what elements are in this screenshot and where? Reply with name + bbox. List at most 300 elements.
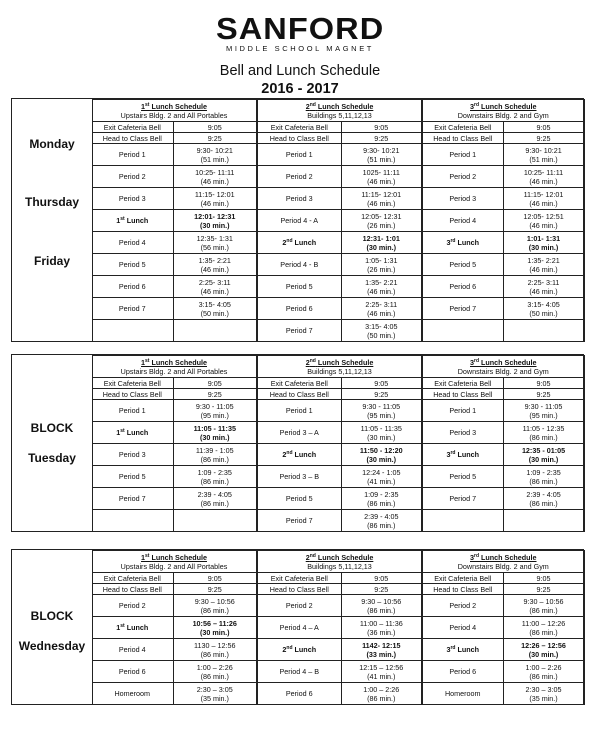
time-range: 9:30 – 10:56 (523, 596, 564, 606)
period-label (422, 400, 503, 422)
period-time (173, 400, 257, 422)
period-name: Head to Class Bell (433, 133, 493, 143)
duration: (46 min.) (529, 198, 558, 208)
duration: (56 min.) (200, 242, 229, 252)
duration: (41 min.) (367, 671, 396, 681)
period-name: Period 6 (285, 304, 313, 313)
period-label (92, 210, 173, 232)
period-label (422, 488, 503, 510)
table-row (92, 488, 584, 510)
day-label: BLOCK (30, 609, 74, 623)
lunch-header-text: Lunch Schedule (317, 552, 374, 562)
duration: (35 min.) (200, 693, 229, 703)
period-time (341, 510, 422, 532)
lunch-period-label (282, 450, 316, 459)
lunch-header-title (141, 102, 207, 111)
period-label (257, 661, 341, 683)
period-label (422, 444, 503, 466)
period-label (257, 210, 341, 232)
day-column (12, 99, 93, 341)
period-label (422, 254, 503, 276)
duration: (30 min.) (528, 242, 559, 252)
time-range: 9:25 (374, 133, 389, 143)
period-time (503, 400, 584, 422)
time-range: 9:30 - 11:05 (524, 401, 563, 411)
period-name: Head to Class Bell (433, 389, 493, 399)
period-time (173, 466, 257, 488)
duration: (36 min.) (367, 627, 396, 637)
period-label (422, 510, 503, 532)
period-label (422, 144, 503, 166)
duration: (46 min.) (367, 286, 396, 296)
period-name: Head to Class Bell (269, 389, 329, 399)
page-title: Bell and Lunch Schedule (219, 63, 381, 79)
table-row (92, 573, 584, 584)
day-label: Thursday (24, 195, 79, 209)
school-logo (0, 11, 600, 54)
day-label: BLOCK (30, 421, 74, 435)
period-time (173, 683, 257, 705)
lunch-ordinal: 2 (305, 101, 310, 111)
period-label (257, 389, 341, 400)
period-time (503, 166, 584, 188)
time-range: 10:25- 11:11 (195, 167, 235, 177)
time-range: 9:25 (536, 389, 551, 399)
period-label (422, 276, 503, 298)
duration: (86 min.) (529, 671, 558, 681)
period-label (422, 378, 503, 389)
lunch-schedule-header (422, 356, 584, 378)
period-label (257, 584, 341, 595)
lunch-header-text: Lunch Schedule (481, 101, 537, 111)
period-name: Period 5 (449, 472, 477, 481)
lunch-word: Lunch (457, 450, 480, 459)
day-label: Tuesday (28, 451, 76, 465)
period-name: Period 1 (285, 150, 313, 159)
period-name: Exit Cafeteria Bell (103, 573, 161, 583)
lunch-header-title (306, 358, 374, 367)
time-range: 11:50 - 12:20 (359, 445, 403, 455)
duration: (86 min.) (200, 649, 229, 659)
period-label (422, 573, 503, 584)
lunch-ordinal: 3 (470, 101, 474, 111)
duration: (86 min.) (367, 605, 396, 615)
lunch-ordinal-suffix: nd (309, 357, 316, 364)
duration: (86 min.) (367, 693, 396, 703)
lunch-header-title (306, 553, 374, 562)
time-range: 11:15- 12:01 (523, 189, 564, 199)
period-label (92, 573, 173, 584)
lunch-header-row (92, 551, 584, 573)
lunch-location: Buildings 5,11,12,13 (307, 366, 372, 376)
table-row (92, 510, 584, 532)
period-name: Period 5 (285, 494, 313, 503)
table-row (92, 595, 584, 617)
duration: (46 min.) (529, 286, 558, 296)
period-label (257, 298, 341, 320)
period-label (257, 232, 341, 254)
duration: (86 min.) (529, 432, 558, 442)
duration: (50 min.) (529, 308, 558, 318)
period-time (173, 389, 257, 400)
period-label (92, 584, 173, 595)
time-range: 9:05 (374, 573, 389, 583)
period-label (92, 683, 173, 705)
period-name: Head to Class Bell (102, 389, 162, 399)
period-time (173, 422, 257, 444)
time-range: 9:25 (374, 389, 389, 399)
time-range: 12:05- 12:31 (361, 211, 402, 221)
period-label (422, 422, 503, 444)
time-range: 1025- 11:11 (362, 167, 400, 177)
schedule-block (11, 98, 584, 342)
lunch-word: Lunch (457, 238, 480, 247)
period-time (341, 276, 422, 298)
table-row (92, 661, 584, 683)
duration: (46 min.) (529, 264, 558, 274)
period-time (341, 298, 422, 320)
lunch-ordinal-suffix: nd (286, 450, 293, 456)
period-name: Head to Class Bell (433, 584, 493, 594)
period-label (257, 378, 341, 389)
period-label (92, 661, 173, 683)
time-range: 9:05 (207, 122, 222, 132)
lunch-ordinal-suffix: rd (474, 357, 479, 364)
period-label (92, 144, 173, 166)
lunch-ordinal-suffix: nd (286, 645, 293, 651)
time-range: 3:15- 4:05 (527, 299, 560, 309)
table-row (92, 254, 584, 276)
period-name: Period 3 (449, 428, 477, 437)
period-name: Head to Class Bell (269, 133, 329, 143)
period-time (341, 133, 422, 144)
lunch-ordinal: 1 (141, 357, 146, 367)
lunch-ordinal-suffix: rd (450, 450, 456, 456)
lunch-ordinal: 3 (470, 552, 474, 562)
period-time (341, 639, 422, 661)
period-time (173, 378, 257, 389)
period-name: Head to Class Bell (269, 584, 329, 594)
period-label (422, 617, 503, 639)
period-time (341, 617, 422, 639)
lunch-header-title (141, 553, 207, 562)
period-time (173, 488, 257, 510)
day-label: Wednesday (18, 639, 86, 653)
period-name: Period 4 – B (279, 667, 320, 676)
period-name: Period 3 (118, 450, 146, 459)
period-label (257, 144, 341, 166)
period-time (341, 144, 422, 166)
lunch-ordinal-suffix: nd (286, 238, 293, 244)
lunch-word: Lunch (294, 450, 317, 459)
lunch-word: Lunch (126, 623, 149, 632)
duration: (46 min.) (529, 176, 558, 186)
time-range: 2:39 - 4:05 (526, 489, 561, 499)
period-label (422, 166, 503, 188)
period-label (92, 488, 173, 510)
time-range: 2:39 - 4:05 (197, 489, 232, 499)
lunch-location: Buildings 5,11,12,13 (307, 110, 372, 120)
period-name: Homeroom (114, 689, 151, 698)
period-name: Period 6 (118, 667, 146, 676)
period-name: Period 3 – B (279, 472, 320, 481)
lunch-header-title (470, 358, 537, 367)
table-row (92, 683, 584, 705)
period-time (503, 378, 584, 389)
period-time (341, 320, 422, 342)
time-range: 1:00 – 2:26 (363, 684, 400, 694)
period-label (257, 683, 341, 705)
period-name: Period 1 (285, 406, 313, 415)
period-label (92, 378, 173, 389)
time-range: 9:30 – 10:56 (361, 596, 402, 606)
period-time (503, 320, 584, 342)
period-label (422, 122, 503, 133)
time-range: 11:00 – 11:36 (359, 618, 403, 628)
lunch-schedule-header (257, 356, 422, 378)
period-label (257, 639, 341, 661)
period-label (92, 232, 173, 254)
day-label: Monday (29, 137, 75, 151)
time-range: 12:05- 12:51 (523, 211, 564, 221)
period-time (503, 389, 584, 400)
lunch-ordinal: 1 (116, 623, 121, 632)
lunch-header-text: Lunch Schedule (481, 552, 537, 562)
period-time (341, 378, 422, 389)
period-name: Period 3 (449, 194, 477, 203)
duration: (30 min.) (528, 649, 559, 659)
duration: (46 min.) (200, 176, 229, 186)
lunch-location: Downstairs Bldg. 2 and Gym (457, 561, 549, 571)
lunch-ordinal: 3 (446, 238, 451, 247)
table-row (92, 422, 584, 444)
period-label (422, 298, 503, 320)
duration: (46 min.) (200, 198, 229, 208)
period-name: Period 4 (449, 216, 477, 225)
period-label (92, 122, 173, 133)
duration: (30 min.) (367, 432, 396, 442)
period-time (503, 617, 584, 639)
period-label (257, 444, 341, 466)
period-time (503, 144, 584, 166)
lunch-header-text: Lunch Schedule (151, 101, 207, 111)
lunch-schedule-header (92, 356, 257, 378)
period-time (173, 133, 257, 144)
time-range: 3:15- 4:05 (365, 321, 398, 331)
period-label (92, 510, 173, 532)
time-range: 1:09 - 2:35 (364, 489, 399, 499)
lunch-location: Buildings 5,11,12,13 (307, 561, 372, 571)
lunch-word: Lunch (294, 645, 317, 654)
period-time (503, 276, 584, 298)
lunch-ordinal-suffix: st (120, 428, 125, 434)
period-name: Period 5 (449, 260, 477, 269)
time-range: 1130 – 12:56 (194, 640, 236, 650)
duration: (86 min.) (367, 520, 396, 530)
lunch-location: Upstairs Bldg. 2 and All Portables (120, 110, 228, 120)
duration: (86 min.) (200, 605, 229, 615)
period-name: Period 7 (449, 304, 477, 313)
period-time (173, 584, 257, 595)
period-name: Period 6 (118, 282, 146, 291)
lunch-schedule-header (422, 551, 584, 573)
lunch-schedule-header (92, 100, 257, 122)
duration: (51 min.) (529, 154, 558, 164)
time-range: 12:31- 1:01 (362, 233, 400, 243)
period-name: Period 2 (285, 601, 313, 610)
period-label (422, 188, 503, 210)
period-label (422, 320, 503, 342)
period-name: Period 4 – A (279, 623, 319, 632)
lunch-word: Lunch (126, 216, 149, 225)
time-range: 11:15- 12:01 (361, 189, 402, 199)
lunch-word: Lunch (457, 645, 480, 654)
duration: (86 min.) (367, 498, 396, 508)
lunch-ordinal: 3 (446, 450, 451, 459)
period-name: Head to Class Bell (102, 584, 162, 594)
period-time (503, 510, 584, 532)
duration: (95 min.) (367, 410, 396, 420)
time-range: 1:35- 2:21 (365, 277, 398, 287)
period-name: Exit Cafeteria Bell (434, 122, 492, 132)
time-range: 9:05 (374, 378, 389, 388)
duration: (86 min.) (529, 627, 558, 637)
period-name: Period 2 (118, 172, 146, 181)
period-name: Period 4 - A (280, 216, 319, 225)
period-label (92, 320, 173, 342)
duration: (51 min.) (200, 154, 229, 164)
time-range: 1:01- 1:31 (526, 233, 561, 243)
period-time (341, 584, 422, 595)
duration: (30 min.) (199, 432, 230, 442)
period-time (341, 595, 422, 617)
lunch-ordinal: 1 (141, 101, 146, 111)
period-name: Period 5 (118, 472, 146, 481)
period-time (341, 122, 422, 133)
period-name: Period 2 (449, 172, 477, 181)
period-name: Exit Cafeteria Bell (270, 122, 328, 132)
period-name: Period 7 (285, 326, 313, 335)
lunch-ordinal-suffix: st (120, 623, 125, 629)
duration: (46 min.) (367, 308, 396, 318)
logo-subtitle: MIDDLE SCHOOL MAGNET (226, 44, 374, 53)
period-time (503, 683, 584, 705)
day-column (12, 355, 93, 531)
lunch-ordinal: 2 (305, 552, 310, 562)
period-label (422, 683, 503, 705)
time-range: 9:05 (374, 122, 389, 132)
time-range: 2:25- 3:11 (365, 299, 398, 309)
period-label (257, 166, 341, 188)
lunch-header-title (470, 553, 537, 562)
period-label (257, 122, 341, 133)
day-label: Friday (33, 254, 70, 268)
time-range: 1142- 12:15 (362, 640, 401, 650)
period-label (422, 232, 503, 254)
period-time (341, 488, 422, 510)
time-range: 1:35- 2:21 (527, 255, 560, 265)
period-label (257, 276, 341, 298)
lunch-ordinal: 2 (282, 645, 287, 654)
period-time (503, 298, 584, 320)
period-label (92, 276, 173, 298)
table-row (92, 232, 584, 254)
period-time (503, 210, 584, 232)
lunch-header-text: Lunch Schedule (317, 357, 374, 367)
lunch-ordinal-suffix: rd (450, 645, 456, 651)
duration: (41 min.) (367, 476, 396, 486)
period-time (341, 683, 422, 705)
duration: (86 min.) (529, 476, 558, 486)
period-time (503, 133, 584, 144)
table-row (92, 133, 584, 144)
period-name: Period 4 (118, 645, 146, 654)
table-row (92, 188, 584, 210)
lunch-ordinal-suffix: st (145, 101, 150, 108)
time-range: 11:05 - 11:35 (360, 423, 402, 433)
period-label (257, 595, 341, 617)
period-name: Exit Cafeteria Bell (434, 378, 492, 388)
lunch-header-text: Lunch Schedule (151, 357, 207, 367)
duration: (50 min.) (367, 330, 396, 340)
lunch-ordinal: 2 (282, 238, 287, 247)
time-range: 2:25- 3:11 (527, 277, 560, 287)
period-time (173, 254, 257, 276)
period-name: Exit Cafeteria Bell (270, 573, 328, 583)
period-time (341, 444, 422, 466)
time-range: 9:25 (207, 584, 222, 594)
lunch-period-label (116, 623, 148, 632)
duration: (30 min.) (366, 242, 397, 252)
period-time (503, 466, 584, 488)
duration: (30 min.) (199, 627, 230, 637)
period-time (341, 210, 422, 232)
period-label (92, 466, 173, 488)
period-time (503, 122, 584, 133)
period-time (173, 661, 257, 683)
period-label (92, 188, 173, 210)
period-label (92, 166, 173, 188)
table-row (92, 584, 584, 595)
period-name: Period 6 (449, 667, 477, 676)
lunch-header-row (92, 100, 584, 122)
lunch-period-label (116, 428, 148, 437)
period-time (173, 232, 257, 254)
duration: (46 min.) (367, 198, 396, 208)
lunch-ordinal-suffix: nd (309, 101, 316, 108)
period-time (503, 488, 584, 510)
period-name: Exit Cafeteria Bell (434, 573, 492, 583)
lunch-location: Downstairs Bldg. 2 and Gym (457, 110, 549, 120)
time-range: 9:25 (536, 133, 551, 143)
period-time (173, 166, 257, 188)
lunch-period-label (446, 450, 479, 459)
period-name: Period 4 - B (280, 260, 319, 269)
logo-wordmark: SANFORD (215, 11, 385, 46)
duration: (33 min.) (366, 649, 397, 659)
duration: (50 min.) (200, 308, 229, 318)
period-time (341, 661, 422, 683)
time-range: 9:05 (207, 573, 222, 583)
period-label (92, 444, 173, 466)
period-label (422, 133, 503, 144)
lunch-word: Lunch (126, 428, 149, 437)
period-label (422, 639, 503, 661)
table-row (92, 210, 584, 232)
period-name: Period 7 (449, 494, 477, 503)
table-row (92, 144, 584, 166)
lunch-header-text: Lunch Schedule (317, 101, 374, 111)
